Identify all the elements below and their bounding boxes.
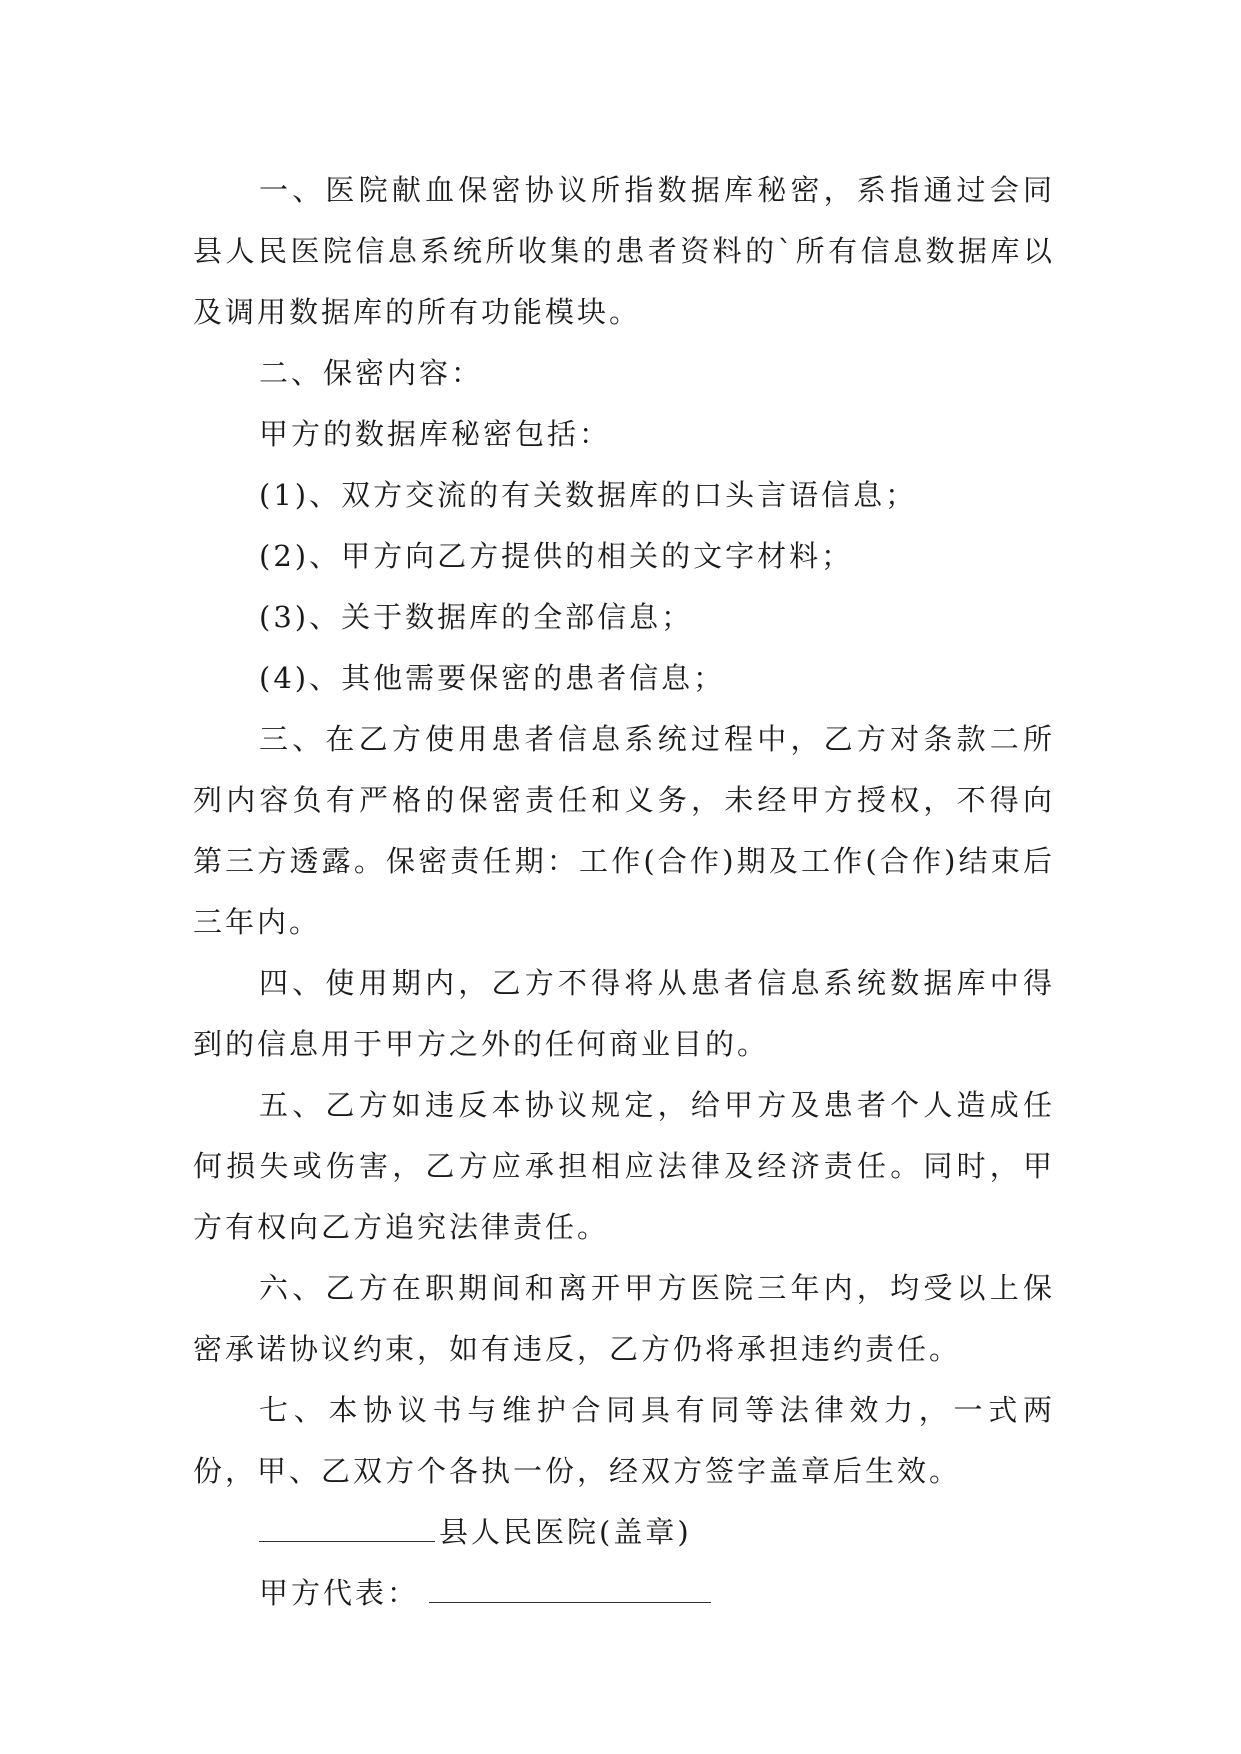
hospital-seal-line <box>193 1502 1055 1563</box>
clause-2-item-2: (2)、甲方向乙方提供的相关的文字材料； <box>259 539 854 573</box>
clause-7: 七、本协议书与维护合同具有同等法律效力，一式两份，甲、乙双方个各执一份，经双方签字盖章后生效。 <box>193 1393 1055 1488</box>
clause-6: 六、乙方在职期间和离开甲方医院三年内，均受以上保密承诺协议约束，如有违反，乙方仍将承担违约责任。 <box>193 1271 1055 1366</box>
clause-1: 一、医院献血保密协议所指数据库秘密，系指通过会同县人民医院信息系统所收集的患者资料的`所有信息数据库以及调用数据库的所有功能模块。 <box>193 173 1055 329</box>
clause-2-intro: 甲方的数据库秘密包括： <box>259 417 612 451</box>
clause-5: 五、乙方如违反本协议规定，给甲方及患者个人造成任何损失或伤害，乙方应承担相应法律及经济责任。同时，甲方有权向乙方追究法律责任。 <box>193 1088 1055 1244</box>
representative-signature-blank[interactable] <box>429 1600 711 1603</box>
representative-line <box>193 1563 1055 1624</box>
clause-2-item-4: (4)、其他需要保密的患者信息； <box>259 661 726 695</box>
clause-2-heading: 二、保密内容： <box>259 356 484 390</box>
document-body <box>193 160 1055 1624</box>
clause-2-item-3: (3)、关于数据库的全部信息； <box>259 600 694 634</box>
representative-label: 甲方代表： <box>259 1576 420 1610</box>
clause-4: 四、使用期内，乙方不得将从患者信息系统数据库中得到的信息用于甲方之外的任何商业目的。 <box>193 966 1055 1061</box>
clause-2-item-1: (1)、双方交流的有关数据库的口头言语信息； <box>259 478 918 512</box>
clause-3: 三、在乙方使用患者信息系统过程中，乙方对条款二所列内容负有严格的保密责任和义务，未经甲方授权，不得向第三方透露。保密责任期：工作(合作)期及工作(合作)结束后三年内。 <box>193 722 1055 939</box>
hospital-name-blank[interactable] <box>259 1539 435 1542</box>
hospital-seal-label: 县人民医院(盖章) <box>439 1515 692 1549</box>
